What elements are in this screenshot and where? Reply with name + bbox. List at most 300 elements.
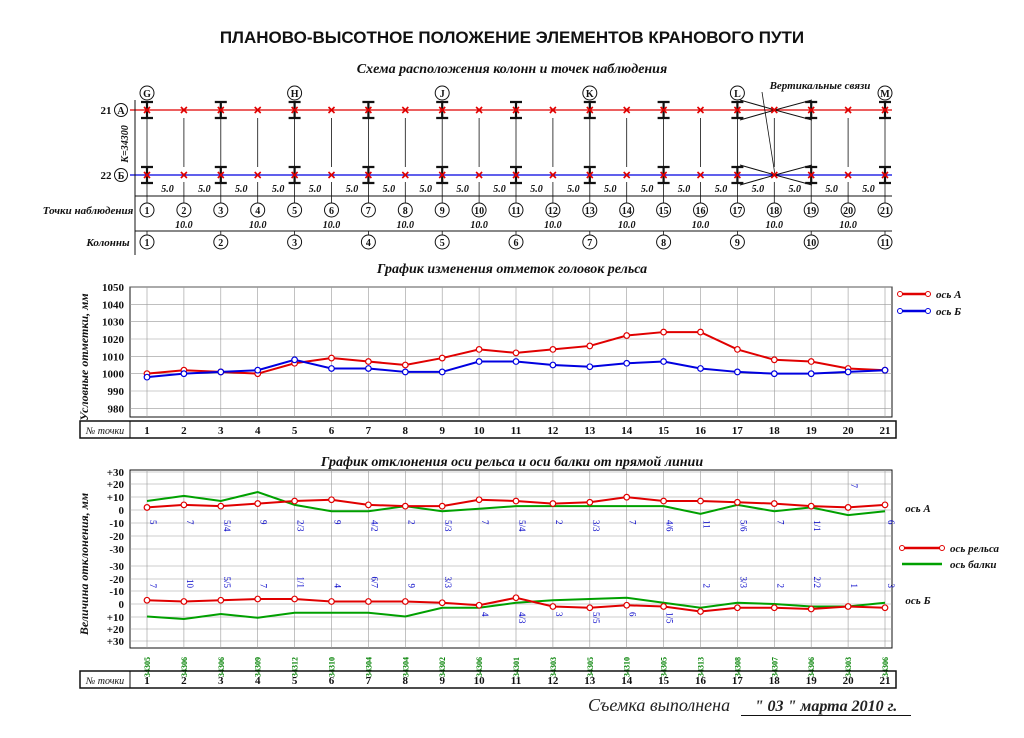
obs-point-label: 14 [621,206,632,217]
chart1-legend-marker [926,292,931,297]
chart2-ytick-b: +20 [106,624,124,636]
chart1-point [587,343,593,349]
chart2-title: График отклонения оси рельса и оси балки от прямой линии [320,455,704,470]
chart2-ytick-a: -10 [109,518,124,530]
station-code: 34303 [844,657,854,677]
station-code: 34308 [733,657,743,677]
chart2-xtick: 4 [254,675,261,687]
obs-point-label: 1 [144,206,150,217]
chart2-annotation: 1/1 [295,576,306,588]
row-a-number: 21 [100,105,112,117]
chart2-annotation: 7 [258,583,269,588]
station-code: 34304 [401,657,411,677]
segment-length: 5.0 [419,184,432,195]
chart2-rail-point [144,597,150,603]
obs-point-label: 2 [181,206,187,217]
obs-point-label: 6 [329,206,334,217]
chart2-legend-marker [940,546,945,551]
chart1-xtick: 16 [695,425,706,437]
chart1-xtick: 20 [842,425,854,437]
segment-length: 5.0 [271,184,285,195]
chart2-annotation: 5/4 [221,520,232,532]
chart2-annotation: 5/4 [517,520,527,532]
bracing-leader [762,92,775,175]
chart1-xtick: 1 [144,425,150,437]
scheme-title: Схема расположения колонн и точек наблюдения [356,62,668,77]
chart2-rail-point [661,604,667,610]
axis-letter-M: M [880,89,890,100]
chart2-legend-label: ось балки [950,559,997,571]
column-label: 2 [218,238,224,249]
chart1-point [513,359,519,365]
chart2-xtick: 1 [144,675,150,687]
row-a-letter: А [117,106,125,117]
chart1-point [845,369,851,375]
chart2-rail-point [587,605,593,611]
chart2-annotation: 11 [701,520,712,529]
station-code: 34306 [179,657,189,677]
chart1-xtick: 13 [584,425,596,437]
chart2-ytick-b: -10 [109,586,124,598]
chart1-xtick: 2 [181,425,187,437]
obs-point-label: 10 [474,206,485,217]
chart2-xtick: 13 [584,675,596,687]
chart2-ytick-b: 0 [118,599,124,611]
chart2-annotation: 7 [480,520,491,525]
chart2-annotation: 7 [849,483,860,488]
chart2-xtick: 19 [805,675,817,687]
survey-date: " 03 " марта 2010 г. [741,698,912,716]
bay-length: 10.0 [691,220,710,231]
chart2-ytick-a: +20 [106,479,124,491]
chart2-rail-point [218,597,224,603]
station-code: 34301 [512,657,521,677]
chart2-ylabel: Величина отклонения, мм [77,492,91,636]
chart2-rail-point [882,605,888,611]
chart1-legend-marker [898,309,903,314]
chart1-ytick: 1010 [102,351,124,364]
station-code: 34309 [253,657,263,677]
column-label: 1 [144,238,150,249]
axis-letter-K: K [585,89,594,100]
chart1-point [772,371,778,377]
chart1-point [439,369,445,375]
chart2-rail-point [181,502,187,508]
segment-length: 5.0 [493,184,506,195]
chart1-point [808,359,814,365]
chart1-point [624,333,630,339]
chart1-point [624,360,630,366]
chart1-point [329,355,335,361]
row-b-letter: Б [117,171,125,182]
station-code: 34307 [770,657,780,677]
chart2-annotation: 5/5 [590,612,601,624]
obs-point-label: 4 [255,206,261,217]
segment-length: 5.0 [345,184,359,195]
chart2-rail-point [772,605,778,611]
bay-length: 10.0 [765,220,784,231]
chart2-annotation: 9 [406,583,417,588]
obs-point-label: 21 [880,206,890,217]
column-label: 10 [806,238,817,249]
chart2-annotation: 4/3 [517,612,527,624]
obs-point-label: 13 [584,206,595,217]
chart1-xtick: 4 [254,425,261,437]
chart1-point [144,374,150,380]
chart1-point [513,350,519,356]
chart2-rail-point [329,497,335,503]
chart2-xtick: 3 [218,675,224,687]
station-code: 34302 [438,657,448,677]
footer-label: Съемка выполнена [588,695,731,715]
segment-length: 5.0 [308,184,322,195]
chart2-rail-point [366,502,372,508]
chart2-rail-point [329,599,335,605]
chart2-xtick: 18 [768,675,780,687]
chart2-annotation: 4 [480,612,491,617]
chart2-annotation: 5/3 [443,520,454,532]
chart2-xtick: 8 [402,675,409,687]
station-code: 34313 [696,657,706,677]
chart1-point [735,369,741,375]
segment-length: 5.0 [530,184,543,195]
chart1-point [181,371,187,377]
station-code: 34310 [327,657,337,677]
chart1-ytick: 1000 [102,368,124,381]
chart1-point [882,367,888,373]
chart1-xtick: 18 [768,425,780,437]
segment-length: 5.0 [382,184,396,195]
chart1-xtick: 8 [402,425,409,437]
chart2-rail-point [144,505,150,511]
chart2-xtick: 9 [439,675,445,687]
chart1-ytick: 980 [107,403,124,416]
chart2-xtick: 16 [695,675,706,687]
segment-length: 5.0 [456,184,469,195]
chart2-annotation: 9 [258,520,269,525]
chart1-xtick: 17 [731,425,743,437]
chart2-rail-point [550,501,556,507]
chart2-rail-point [403,599,409,605]
obs-point-label: 17 [732,206,743,217]
chart1-point [772,357,778,363]
chart1-xtick: 21 [879,425,891,437]
chart1-point [550,362,556,368]
bay-length: 10.0 [175,220,193,231]
chart2-ytick-a: +30 [106,467,124,479]
chart1-point [476,359,482,365]
chart1-point [366,359,372,365]
column-label: 4 [365,238,371,249]
bay-length: 10.0 [322,220,341,231]
chart2-annotation: 9 [332,520,343,525]
chart2-annotation: 6/7 [369,576,380,588]
chart2-xtick: 21 [879,675,891,687]
obs-point-label: 7 [365,206,371,217]
bay-length: 10.0 [248,220,267,231]
chart1-point [735,347,741,353]
chart2-rail-point [698,498,704,504]
chart2-annotation: 7 [184,520,195,525]
chart2-rail-point [292,498,298,504]
chart2-annotation: 3 [886,583,896,588]
chart1-legend-label: ось А [936,289,962,301]
chart2-annotation: 1/1 [812,520,823,532]
chart1-point [698,366,704,372]
axis-letter-L: L [734,89,741,100]
chart2-rail-point [439,503,445,509]
chart2-annotation: 10 [184,579,195,588]
chart2-rail-point [845,505,851,511]
chart1-xtick: 12 [547,425,559,437]
chart1-point [808,371,814,377]
chart2-legend-label: ось рельса [950,543,1000,555]
bay-length: 10.0 [396,220,415,231]
chart1-point [403,369,409,375]
span-label: К=34300 [120,125,131,163]
chart1-legend-marker [926,309,931,314]
chart2-rail-point [255,596,261,602]
chart2-rail-point [808,606,814,612]
chart2-xtick: 6 [328,675,335,687]
chart1-point [292,357,298,363]
chart1-ytick: 1020 [102,334,124,346]
chart2-annotation: 6 [627,612,638,617]
chart2-annotation: 2 [553,520,564,525]
chart1-point [366,366,372,372]
chart2-annotation: 7 [775,520,786,525]
chart2-annotation: 3/3 [590,520,601,532]
chart1-xtick: 6 [328,425,335,437]
chart2-annotation: 4 [332,583,343,588]
chart1-point [218,369,224,375]
columns-label: Колонны [86,237,130,249]
chart2-legend-marker [900,546,905,551]
chart2-rail-point [661,498,667,504]
obs-point-label: 16 [695,206,706,217]
chart1-point [661,329,667,335]
obs-point-label: 9 [439,206,445,217]
chart2-ytick-a: 0 [118,505,124,517]
bay-length: 10.0 [544,220,562,231]
chart2-ytick-b: -30 [109,561,124,573]
chart1-xlabel: № точки [85,426,125,437]
chart2-rail-point [845,604,851,610]
chart1-xtick: 10 [473,425,485,437]
segment-length: 5.0 [862,184,875,195]
chart2-xtick: 17 [731,675,743,687]
column-label: 7 [587,238,593,249]
chart2-xtick: 2 [181,675,187,687]
chart2-rail-point [476,497,482,503]
chart2-ytick-a: +10 [106,492,124,504]
chart1-point [329,366,335,372]
column-label: 11 [880,238,890,249]
segment-length: 5.0 [198,184,211,195]
chart1-legend-marker [898,292,903,297]
chart2-annotation: 5/5 [221,576,232,588]
obs-point-label: 3 [218,206,224,217]
station-code: 34305 [585,657,595,677]
chart2-rail-point [882,502,888,508]
chart1-xtick: 3 [218,425,224,437]
chart1-title: График изменения отметок головок рельса [376,262,648,277]
segment-length: 5.0 [825,184,838,195]
chart2-annotation: 1 [849,583,860,588]
row-b-number: 22 [100,170,112,182]
chart2-rail-point [808,503,814,509]
chart1-point [439,355,445,361]
chart2-rail-point [366,599,372,605]
chart2-ytick-b: +10 [106,612,124,624]
station-code: 34306 [475,657,485,677]
chart2-annotation: 5 [148,520,158,525]
chart2-rail-point [624,494,630,500]
chart2-rail-point [587,500,593,506]
station-code: 34305 [659,657,669,677]
chart2-rail-point [772,501,778,507]
segment-length: 5.0 [161,184,174,195]
segment-length: 5.0 [604,184,617,195]
chart2-annotation: 4/6 [664,520,675,532]
chart1-ytick: 990 [107,386,124,398]
station-code: 34312 [290,657,300,677]
obs-point-label: 19 [806,206,817,217]
obs-point-label: 18 [769,206,780,217]
chart2-rail-point [292,596,298,602]
chart2-xtick: 11 [510,675,522,687]
chart2-rail-point [550,604,556,610]
chart1-ytick: 1050 [102,282,124,294]
chart1-point [661,359,667,365]
chart1-legend-label: ось Б [936,306,962,318]
chart1-point [550,347,556,353]
station-code: 34306 [881,657,890,677]
chart2-xtick: 10 [473,675,485,687]
chart1-xtick: 11 [510,425,522,437]
chart2-rail-point [513,498,519,504]
column-label: 6 [513,238,519,249]
chart1-xtick: 5 [291,425,298,437]
segment-length: 5.0 [640,184,654,195]
chart2-annotation: 3 [553,612,564,617]
segment-length: 5.0 [751,184,765,195]
column-label: 8 [661,238,667,249]
axis-letter-J: J [439,89,445,100]
chart2-annotation: 2/2 [812,576,823,588]
chart1-point [698,329,704,335]
survey-footer [588,695,911,716]
chart2-xtick: 14 [621,675,633,687]
chart2-ytick-a: -20 [109,531,124,543]
chart1-xtick: 15 [658,425,670,437]
chart2-rail-point [513,595,519,601]
obs-point-label: 20 [843,206,854,217]
segment-length: 5.0 [714,184,728,195]
chart1-ytick: 1040 [102,299,124,312]
chart2-rail-point [624,602,630,608]
bay-length: 10.0 [470,220,488,231]
chart1-xtick: 9 [439,425,445,437]
chart1-point [476,347,482,353]
chart2-rail-point [735,605,741,611]
page-title: ПЛАНОВО-ВЫСОТНОЕ ПОЛОЖЕНИЕ ЭЛЕМЕНТОВ КРАНОВОГО ПУТИ [219,28,805,47]
chart1-xtick: 7 [365,425,372,437]
station-code: 34306 [216,657,226,677]
chart2-annotation: 2 [775,583,786,588]
chart2-annotation: 7 [148,583,158,588]
obs-point-label: 8 [402,206,408,217]
chart2-rail-point [255,501,261,507]
obs-point-label: 11 [511,206,521,217]
chart2-annotation: 3/3 [443,576,454,588]
chart2-rail-point [181,599,187,605]
column-label: 5 [439,238,445,249]
bay-length: 10.0 [839,220,857,231]
chart2-annotation: 2 [701,583,712,588]
chart2-annotation: 2 [406,520,417,525]
station-code: 34306 [807,657,817,677]
segment-length: 5.0 [788,184,801,195]
chart2-xlabel: № точки [85,676,125,687]
chart2-rail-point [698,609,704,615]
column-label: 3 [292,238,298,249]
chart2-annotation: 5/6 [738,520,749,532]
obs-point-label: 15 [658,206,669,217]
segment-length: 5.0 [567,184,580,195]
chart2-panel-label: ось Б [905,595,931,607]
chart1-xtick: 19 [805,425,817,437]
chart2-annotation: 7 [627,520,638,525]
chart1-ylabel: Условные отметки, мм [77,293,91,421]
chart2-xtick: 5 [291,675,298,687]
chart2-ytick-a: -30 [109,544,124,556]
chart2-rail-point [403,503,409,509]
chart2-rail-point [439,600,445,606]
obs-point-label: 5 [292,206,298,217]
chart1-xtick: 14 [621,425,633,437]
chart2-annotation: 2/3 [295,520,306,532]
chart2-xtick: 12 [547,675,559,687]
chart2-ytick-b: +30 [106,636,124,648]
chart2-annotation: 1/5 [664,612,675,624]
station-code: 34310 [622,657,632,677]
chart2-annotation: 3/3 [738,576,749,588]
chart2-rail-point [735,500,741,506]
obs-point-label: 12 [547,206,558,217]
chart1-ytick: 1030 [102,316,124,329]
column-label: 9 [734,238,740,249]
chart1-point [255,367,261,373]
axis-letter-H: H [290,89,299,100]
station-code: 34304 [364,657,374,677]
station-code: 34305 [143,657,152,677]
segment-length: 5.0 [235,184,248,195]
chart1-point [403,362,409,368]
chart2-rail-point [218,503,224,509]
chart2-xtick: 15 [658,675,670,687]
bay-length: 10.0 [617,220,636,231]
chart2-xtick: 7 [365,675,372,687]
chart2-annotation: 6 [886,520,896,525]
bracing-label: Вертикальные связи [769,80,871,92]
chart2-panel-label: ось А [905,503,931,515]
chart1-point [587,364,593,370]
station-code: 34303 [548,657,558,677]
chart2-rail-point [476,602,482,608]
obs-points-label: Точки наблюдения [42,205,134,217]
axis-letter-G: G [143,89,151,100]
